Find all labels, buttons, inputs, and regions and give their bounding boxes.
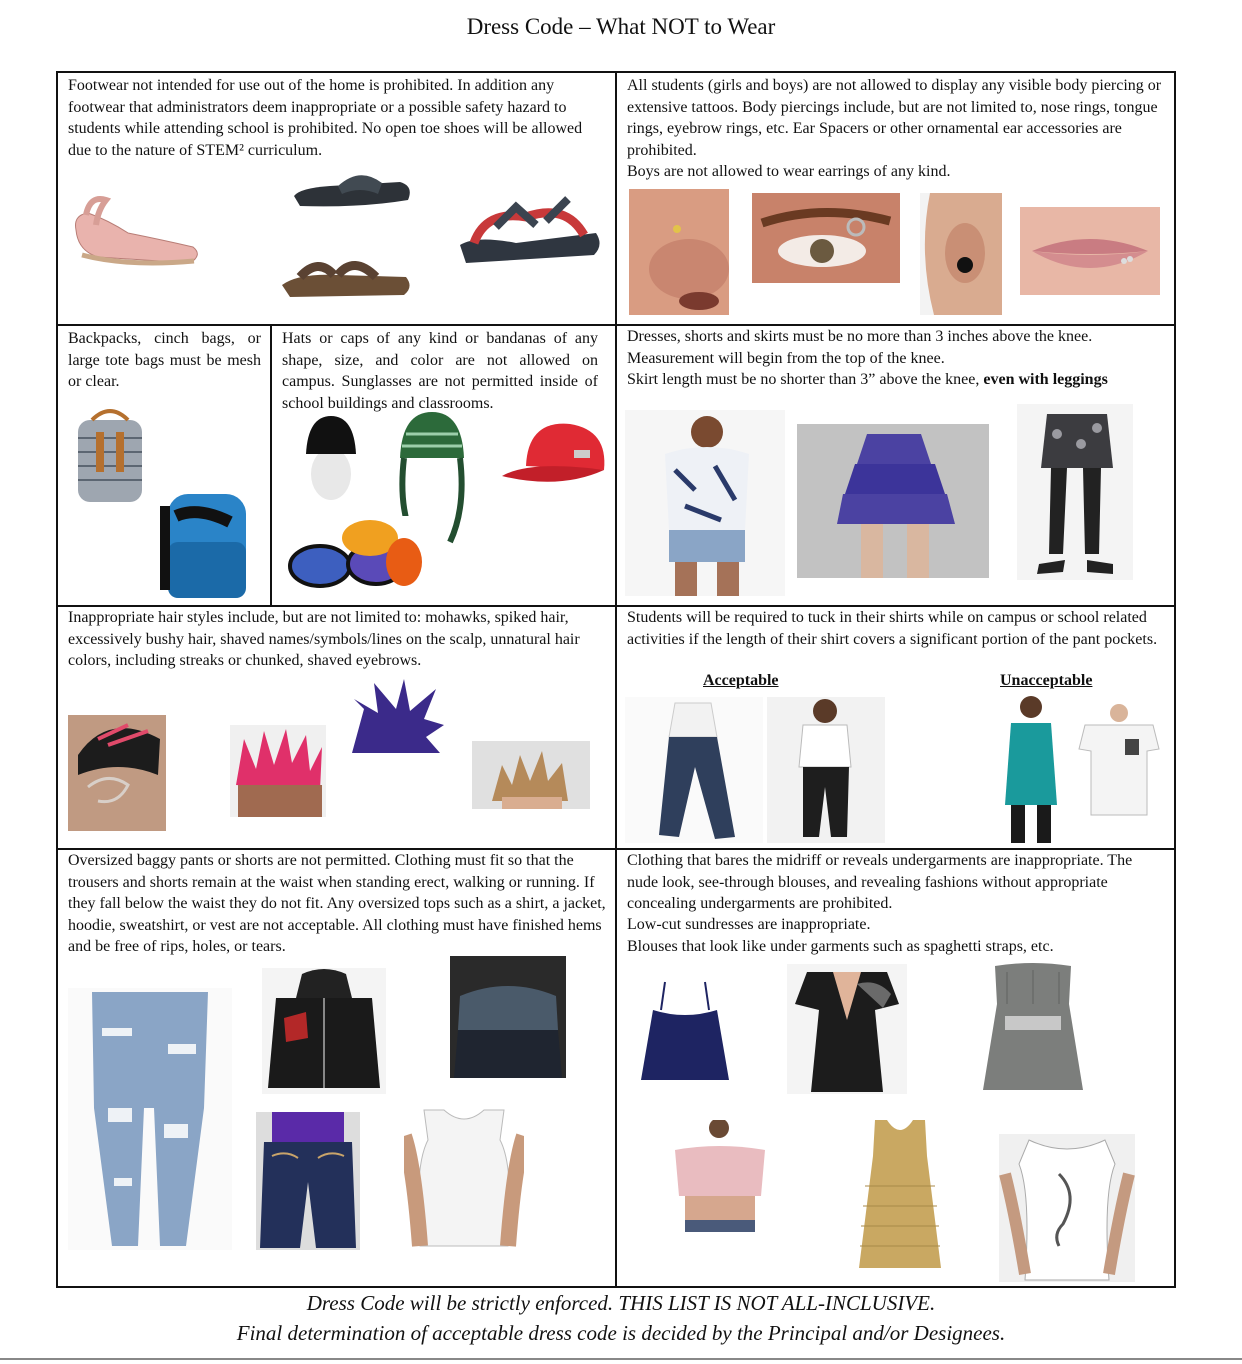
purple-spiked-hair-image [344,679,448,757]
cell-midriff [617,850,1174,1286]
skirt-leggings-image [1017,404,1133,580]
low-cut-dress-image [787,964,907,1094]
footwear-text: Footwear not intended for use out of the home is prohibited. In addition any footwear that administrators deem inappropriate or a possible safety hazard to students while attending school is prohibited. No open toe shoes will be allowed due to the nature of STEM² curriculum. [68,77,583,159]
mustard-tank-top-image [851,1116,949,1272]
dress-code-grid [56,71,1176,1288]
bottom-rule [0,1358,1242,1360]
skirt-length-text [627,369,1167,391]
blue-backpack-image [158,486,253,602]
tuck-text: Students will be required to tuck in their shirts while on campus or school related activities if the length of their shirt covers a significant portion of the pant pockets. [627,609,1158,648]
bags-text: Backpacks, cinch bags, or large tote bags must be mesh or clear. [68,330,261,390]
piercing-earrings-text: Boys are not allowed to wear earrings of any kind. [627,163,951,180]
brown-strap-sandal-image [278,245,414,301]
tank-top-image [404,1106,524,1248]
eyebrow-piercing-image [752,193,900,283]
pink-espadrille-image [68,185,203,270]
black-slide-sandal-image [290,168,416,213]
cell-bags [58,326,270,605]
skirt-length-text-bold: even with leggings [983,371,1108,388]
cell-hair [58,607,615,848]
ear-spacer-image [920,193,1002,315]
lip-piercing-image [1020,207,1160,295]
cell-tuck [617,607,1174,848]
cell-baggy [58,850,615,1286]
cell-hats [272,326,615,605]
gray-strapless-top-image [977,960,1089,1094]
spaghetti-straps-text: Blouses that look like under garments such as spaghetti straps, etc. [627,938,1054,955]
hats-text: Hats or caps of any kind or bandanas of any shape, size, and color are not allowed on campus. Sunglasses are not permitted inside of school buildings and classrooms. [282,330,598,412]
baggy-jeans-image [256,1112,360,1250]
sunglasses-image [280,516,426,594]
ruffle-skirt-image [797,424,989,578]
cell-footwear [58,73,615,324]
racerback-tank-image [999,1134,1135,1282]
acceptable-label: Acceptable [703,672,779,689]
footer-principal-notice: Final determination of acceptable dress code is decided by the Principal and/or Designees. [236,1321,1006,1345]
striped-backpack-image [72,408,148,504]
dresses-text: Dresses, shorts and skirts must be no more than 3 inches above the knee. Measurement will begin from the top of the knee. [627,328,1093,367]
hoodie-image [262,968,386,1094]
footer-enforcement-notice: Dress Code will be strictly enforced. THIS LIST IS NOT ALL-INCLUSIVE. [306,1291,936,1315]
skirt-length-text-start: Skirt length must be no shorter than 3” above the knee, [627,371,984,388]
tucked-shirt-man-image [625,697,763,843]
cell-piercing [617,73,1174,324]
shaved-design-haircut-image [68,715,166,831]
unacceptable-label: Unacceptable [1000,672,1093,689]
sundress-text: Low-cut sundresses are inappropriate. [627,916,871,933]
midriff-text: Clothing that bares the midriff or reveals undergarments are inappropriate. The nude look, see-through blouses, and revealing fashions without appropriate concealing undergarments are prohibited. [627,852,1133,912]
red-baseball-cap-image [500,414,612,494]
beanie-image [300,414,362,500]
frosted-spiked-hair-image [472,741,590,809]
ripped-jeans-image [68,988,232,1250]
nose-piercing-image [629,189,729,315]
baggy-text: Oversized baggy pants or shorts are not permitted. Clothing must fit so that the trousers and shorts remain at the waist when standing erect, walking or running. If they fall below the waist they do not fit. Any oversized tops such as a shirt, a jacket, hoodie, sweatshirt, or vest are not acceptable. All clothing must have finished hems and be free of rips, holes, or tears. [68,852,606,955]
pink-spiked-hair-image [230,725,326,817]
tucked-shirt-girl-image [767,697,885,843]
off-shoulder-crop-top-image [665,1120,775,1232]
piercing-text: All students (girls and boys) are not allowed to display any visible body piercing or extensive tattoos. Body piercings include, but are not limited to, nose rings, tongue rings, eyebrow rings, etc. Ear Spacers or other ornamental ear accessories are prohibited. [627,77,1162,159]
cell-dresses [617,326,1174,605]
teal-long-top-image [989,693,1073,843]
denim-shorts-image [625,410,785,596]
sport-sandal-image [456,185,604,273]
page-title: Dress Code – What NOT to Wear [466,14,776,39]
sagging-pants-image [450,956,566,1078]
hair-text: Inappropriate hair styles include, but are not limited to: mohawks, spiked hair, excessively bushy hair, shaved names/symbols/lines on the scalp, unnatural hair colors, including streaks or chunked, shaved eyebrows. [68,609,580,669]
spaghetti-strap-top-image [631,980,739,1084]
long-white-tshirt-image [1075,703,1163,819]
